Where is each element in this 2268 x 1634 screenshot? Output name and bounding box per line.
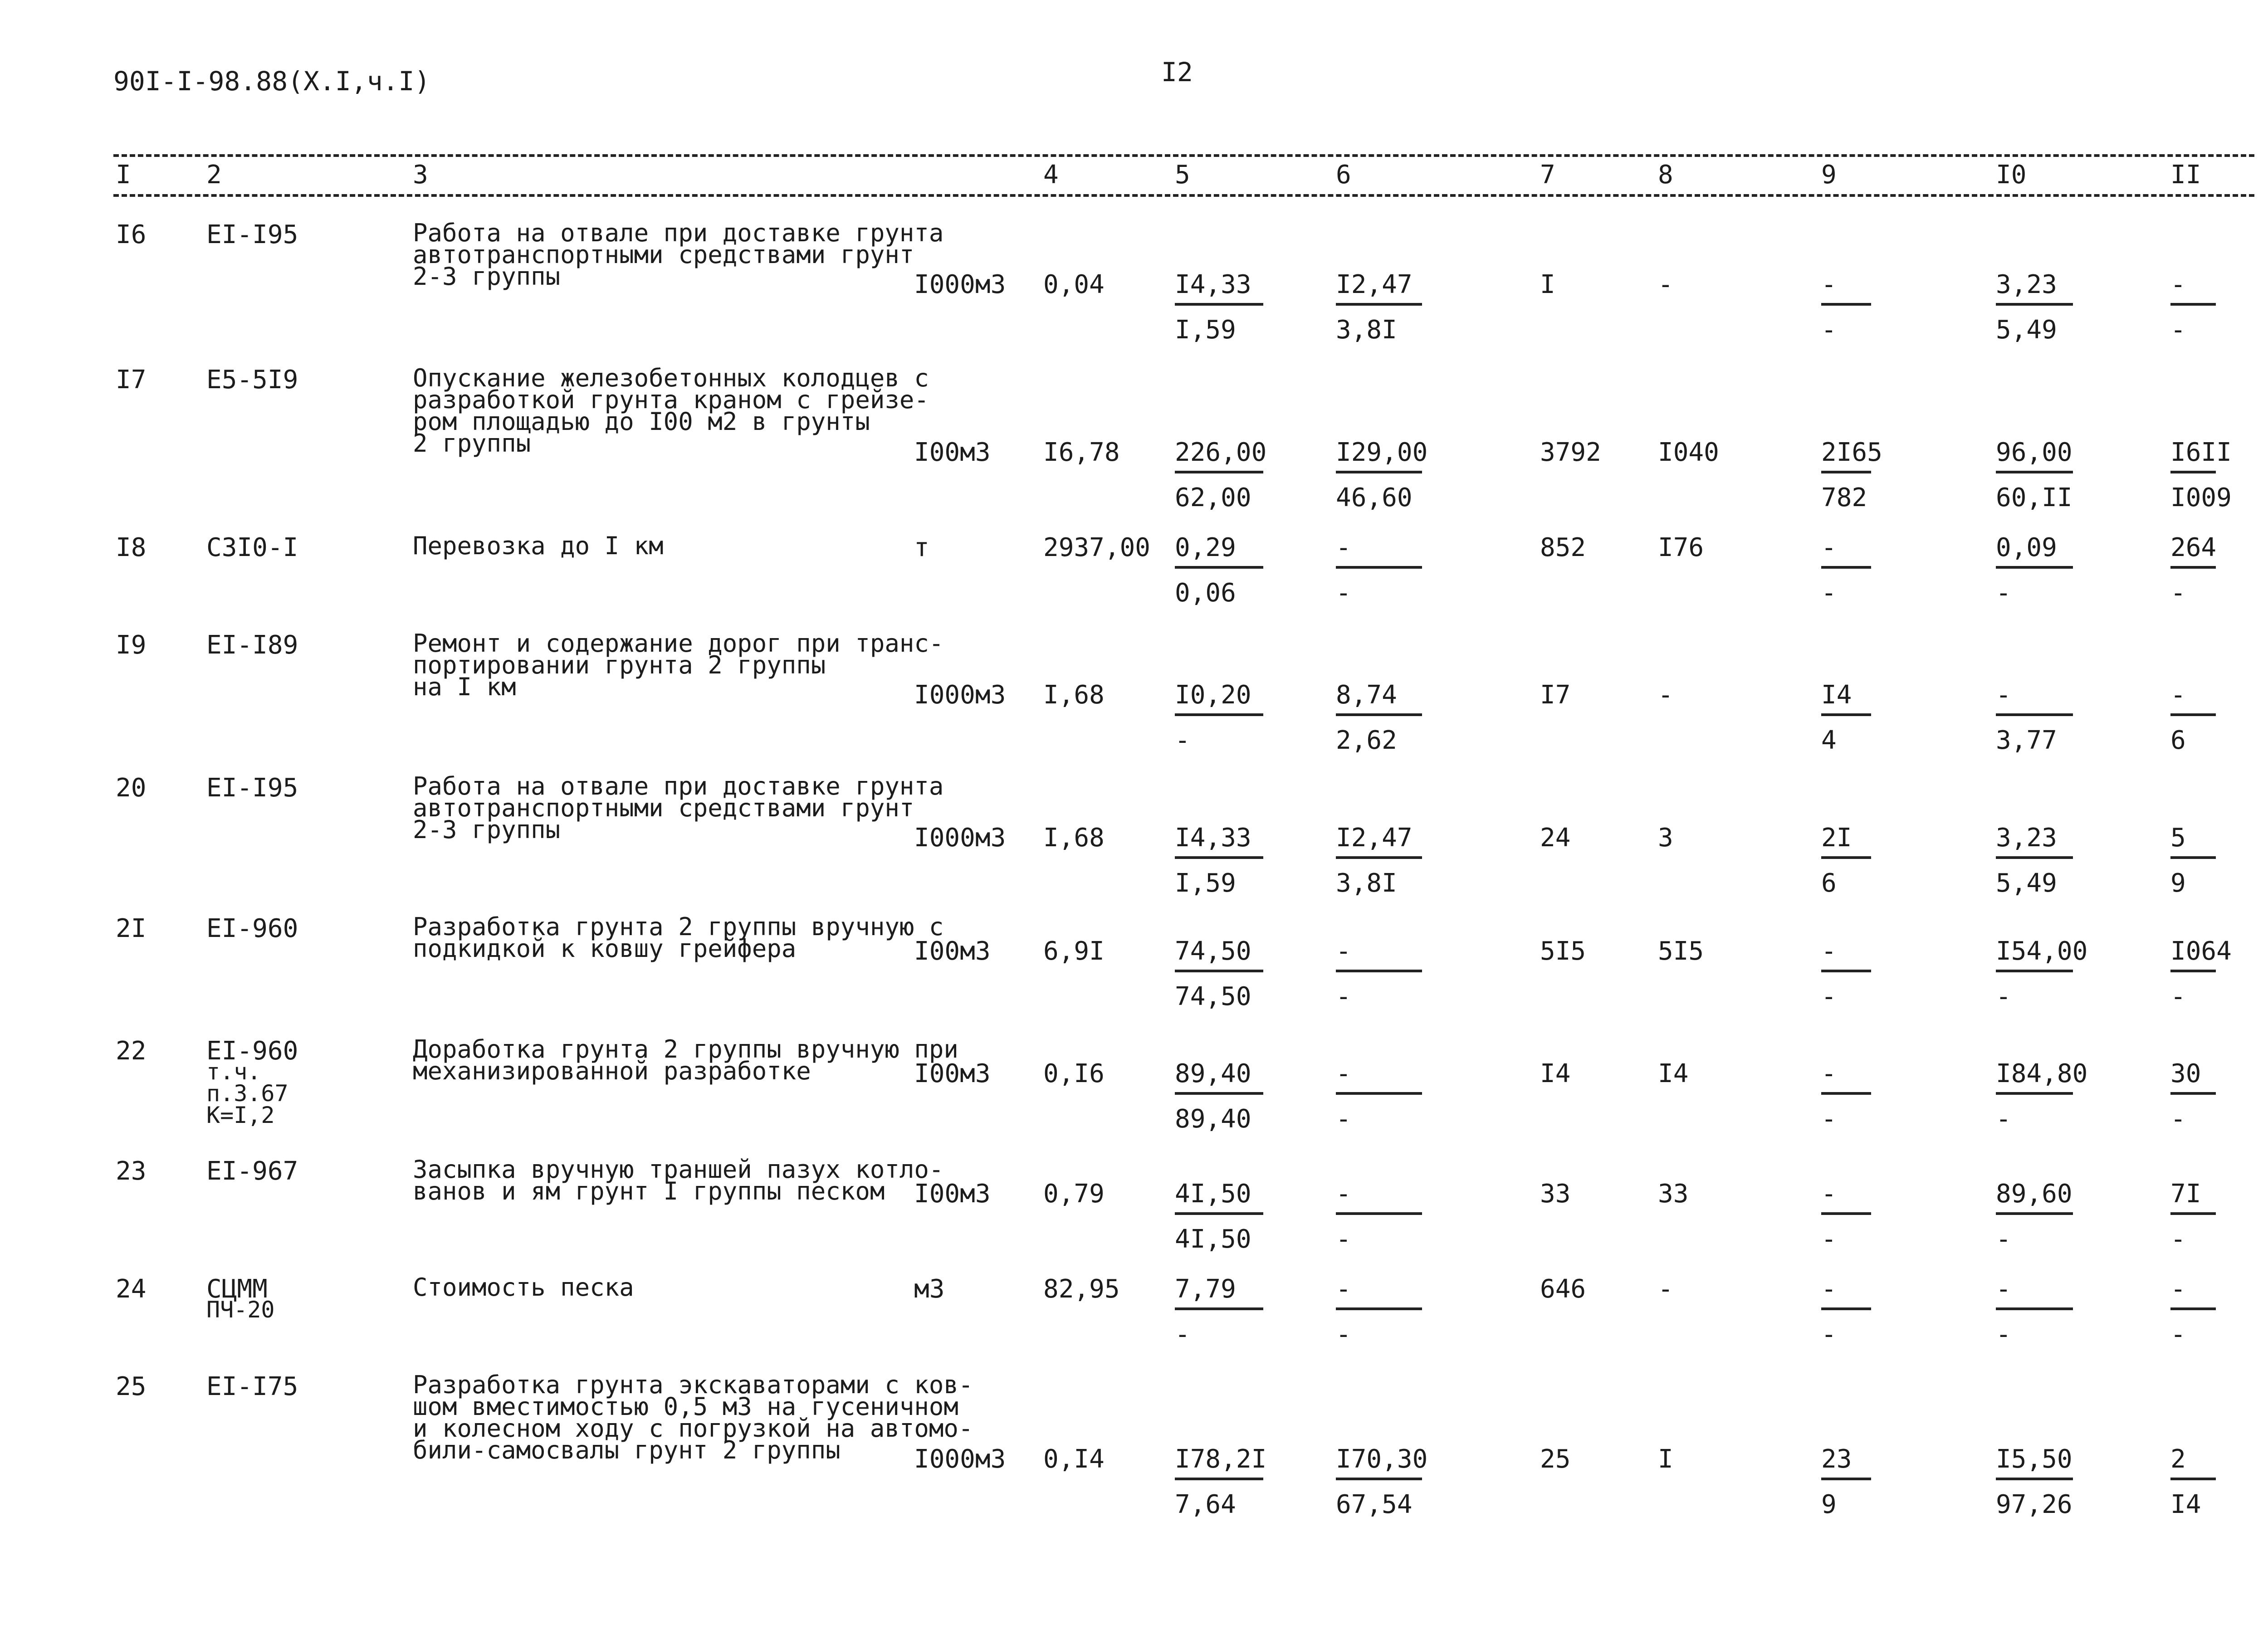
cost-value-bottom: 60,II xyxy=(1996,483,2072,512)
fraction-line xyxy=(2170,970,2216,972)
work-description: Стоимость песка xyxy=(413,1273,634,1302)
cost-value-bottom: - xyxy=(2170,578,2186,608)
cost-value-top: - xyxy=(1996,1274,2011,1304)
cost-value-bottom: I,59 xyxy=(1175,315,1236,345)
labor-value: I xyxy=(1540,270,1555,299)
cost-value-top: I70,30 xyxy=(1336,1444,1428,1474)
cost-value-bottom: - xyxy=(1336,982,1351,1011)
column-header-7: 7 xyxy=(1540,160,1555,190)
norm-code: т.ч. xyxy=(206,1058,261,1085)
work-description: Опускание железобетонных колодцев с разработкой грунта краном с грейзе- ром площадью до I00 м2 в грунты 2 группы xyxy=(413,364,929,458)
cost-value-top: I29,00 xyxy=(1336,438,1428,467)
row-number: 2I xyxy=(116,914,147,943)
labor-value: 33 xyxy=(1540,1179,1571,1209)
fraction-line xyxy=(1821,1212,1871,1215)
fraction-line xyxy=(1996,471,2073,473)
machine-value: I76 xyxy=(1658,533,1704,562)
cost-value-top: I6II xyxy=(2170,438,2232,467)
cost-value-bottom: - xyxy=(1996,1224,2011,1254)
column-header-8: 8 xyxy=(1658,160,1673,190)
labor-value: 852 xyxy=(1540,533,1586,562)
norm-code: C3I0-I xyxy=(206,533,298,562)
cost-value-bottom: 782 xyxy=(1821,483,1867,512)
fraction-line xyxy=(1336,566,1422,569)
column-header-2: 2 xyxy=(206,160,222,190)
cost-value-top: - xyxy=(1821,270,1837,299)
cost-value-top: I2,47 xyxy=(1336,823,1413,853)
fraction-line xyxy=(1175,1478,1263,1480)
fraction-line xyxy=(1821,856,1871,859)
cost-value-top: I5,50 xyxy=(1996,1444,2072,1474)
document-code: 90I-I-98.88(X.I,ч.I) xyxy=(113,66,430,97)
fraction-line xyxy=(1996,1212,2073,1215)
quantity: 6,9I xyxy=(1043,937,1105,966)
cost-value-bottom: 3,8I xyxy=(1336,868,1397,898)
cost-value-top: 5 xyxy=(2170,823,2186,853)
machine-value: - xyxy=(1658,1274,1673,1304)
fraction-line xyxy=(2170,1478,2216,1480)
cost-value-top: - xyxy=(1336,1059,1351,1088)
fraction-line xyxy=(1821,1307,1871,1310)
fraction-line xyxy=(1996,303,2073,306)
fraction-line xyxy=(2170,471,2216,473)
cost-value-bottom: - xyxy=(1336,1224,1351,1254)
fraction-line xyxy=(1996,1092,2073,1095)
column-header-10: I0 xyxy=(1996,160,2027,190)
fraction-line xyxy=(1175,1212,1263,1215)
fraction-line xyxy=(1996,970,2073,972)
cost-value-top: - xyxy=(1336,1179,1351,1209)
work-description: Разработка грунта 2 группы вручную с подкидкой к ковшу грейфера xyxy=(413,912,944,963)
labor-value: I4 xyxy=(1540,1059,1571,1088)
cost-value-bottom: 6 xyxy=(1821,868,1837,898)
cost-value-top: 30 xyxy=(2170,1059,2201,1088)
cost-value-top: 0,29 xyxy=(1175,533,1236,562)
quantity: I,68 xyxy=(1043,823,1105,853)
machine-value: 33 xyxy=(1658,1179,1689,1209)
unit: I000м3 xyxy=(914,823,1006,853)
fraction-line xyxy=(1336,1092,1422,1095)
cost-value-bottom: - xyxy=(1336,1320,1351,1349)
cost-value-top: I064 xyxy=(2170,937,2232,966)
cost-value-bottom: 46,60 xyxy=(1336,483,1413,512)
labor-value: 3792 xyxy=(1540,438,1601,467)
cost-value-top: 23 xyxy=(1821,1444,1852,1474)
fraction-line xyxy=(2170,303,2216,306)
quantity: I,68 xyxy=(1043,680,1105,710)
column-header-3: 3 xyxy=(413,160,428,190)
cost-value-top: 2I xyxy=(1821,823,1852,853)
cost-value-top: 3,23 xyxy=(1996,823,2057,853)
fraction-line xyxy=(2170,1092,2216,1095)
cost-value-bottom: 0,06 xyxy=(1175,578,1236,608)
cost-value-bottom: 6 xyxy=(2170,726,2186,755)
fraction-line xyxy=(1821,970,1871,972)
cost-value-top: - xyxy=(1996,680,2011,710)
machine-value: - xyxy=(1658,270,1673,299)
cost-value-top: - xyxy=(1821,533,1837,562)
cost-value-top: 7,79 xyxy=(1175,1274,1236,1304)
cost-value-bottom: - xyxy=(1821,1104,1837,1134)
quantity: 0,I4 xyxy=(1043,1444,1105,1474)
work-description: Работа на отвале при доставке грунта автотранспортными средствами грунт 2-3 группы xyxy=(413,219,944,291)
cost-value-top: 264 xyxy=(2170,533,2217,562)
norm-code: СЦММ xyxy=(206,1274,268,1304)
cost-value-top: I4,33 xyxy=(1175,270,1251,299)
cost-value-top: 3,23 xyxy=(1996,270,2057,299)
row-number: 22 xyxy=(116,1036,147,1066)
work-description: Разработка грунта экскаваторами с ков- шом вместимостью 0,5 м3 на гусеничном и колесном ходу с погрузкой на автомо- били-самосвалы грунт 2 группы xyxy=(413,1371,973,1464)
cost-value-top: 2 xyxy=(2170,1444,2186,1474)
fraction-line xyxy=(1175,856,1263,859)
cost-value-top: - xyxy=(2170,680,2186,710)
machine-value: I4 xyxy=(1658,1059,1689,1088)
norm-code: ПЧ-20 xyxy=(206,1297,275,1323)
row-number: 25 xyxy=(116,1372,147,1401)
fraction-line xyxy=(1821,303,1871,306)
norm-code: EI-I89 xyxy=(206,630,298,660)
labor-value: 24 xyxy=(1540,823,1571,853)
cost-value-top: I78,2I xyxy=(1175,1444,1267,1474)
fraction-line xyxy=(1175,471,1263,473)
cost-value-top: 4I,50 xyxy=(1175,1179,1251,1209)
fraction-line xyxy=(1996,1478,2073,1480)
fraction-line xyxy=(1336,471,1422,473)
unit: м3 xyxy=(914,1274,945,1304)
row-number: I8 xyxy=(116,533,147,562)
cost-value-top: 89,60 xyxy=(1996,1179,2072,1209)
norm-code: п.3.67 xyxy=(206,1080,288,1107)
cost-value-bottom: - xyxy=(1336,578,1351,608)
row-number: I7 xyxy=(116,365,147,395)
cost-value-bottom: - xyxy=(1996,578,2011,608)
cost-value-bottom: 74,50 xyxy=(1175,982,1251,1011)
row-number: 23 xyxy=(116,1156,147,1186)
unit: I00м3 xyxy=(914,1059,991,1088)
norm-code: EI-960 xyxy=(206,914,298,943)
column-header-1: I xyxy=(116,160,131,190)
column-header-6: 6 xyxy=(1336,160,1351,190)
labor-value: 5I5 xyxy=(1540,937,1586,966)
row-number: I9 xyxy=(116,630,147,660)
cost-value-bottom: - xyxy=(1336,1104,1351,1134)
cost-value-top: - xyxy=(2170,1274,2186,1304)
norm-code: EI-I75 xyxy=(206,1372,298,1401)
fraction-line xyxy=(1175,713,1263,716)
fraction-line xyxy=(1821,713,1871,716)
cost-value-top: I0,20 xyxy=(1175,680,1251,710)
cost-value-bottom: 5,49 xyxy=(1996,868,2057,898)
cost-value-bottom: 62,00 xyxy=(1175,483,1251,512)
cost-value-top: - xyxy=(1336,1274,1351,1304)
fraction-line xyxy=(1821,1478,1871,1480)
cost-value-top: I2,47 xyxy=(1336,270,1413,299)
quantity: I6,78 xyxy=(1043,438,1120,467)
fraction-line xyxy=(1821,471,1871,473)
labor-value: 25 xyxy=(1540,1444,1571,1474)
cost-value-top: I4 xyxy=(1821,680,1852,710)
cost-value-top: 8,74 xyxy=(1336,680,1397,710)
cost-value-bottom: - xyxy=(1996,1320,2011,1349)
unit: I00м3 xyxy=(914,438,991,467)
cost-value-bottom: - xyxy=(1175,1320,1190,1349)
cost-value-bottom: 3,8I xyxy=(1336,315,1397,345)
work-description: Засыпка вручную траншей пазух котло- ванов и ям грунт I группы песком xyxy=(413,1155,944,1205)
fraction-line xyxy=(1175,303,1263,306)
cost-value-bottom: I4 xyxy=(2170,1490,2201,1519)
cost-value-bottom: - xyxy=(1821,1320,1837,1349)
cost-value-top: - xyxy=(1821,1059,1837,1088)
column-header-4: 4 xyxy=(1043,160,1059,190)
work-description: Доработка грунта 2 группы вручную при механизированной разработке xyxy=(413,1035,958,1085)
cost-value-bottom: - xyxy=(1821,315,1837,345)
fraction-line xyxy=(1175,970,1263,972)
cost-value-bottom: I009 xyxy=(2170,483,2232,512)
column-header-5: 5 xyxy=(1175,160,1190,190)
norm-code: К=I,2 xyxy=(206,1102,275,1128)
fraction-line xyxy=(1336,303,1422,306)
cost-value-bottom: - xyxy=(2170,1224,2186,1254)
cost-value-bottom: 9 xyxy=(2170,868,2186,898)
cost-value-bottom: - xyxy=(2170,982,2186,1011)
cost-value-bottom: 3,77 xyxy=(1996,726,2057,755)
cost-value-bottom: 4 xyxy=(1821,726,1837,755)
header-rule-top xyxy=(113,154,2254,157)
work-description: Работа на отвале при доставке грунта автотранспортными средствами грунт 2-3 группы xyxy=(413,772,944,844)
cost-value-top: - xyxy=(1336,937,1351,966)
unit: т xyxy=(914,533,929,562)
column-header-11: II xyxy=(2170,160,2201,190)
cost-value-top: 74,50 xyxy=(1175,937,1251,966)
norm-code: E5-5I9 xyxy=(206,365,298,395)
cost-value-bottom: 9 xyxy=(1821,1490,1837,1519)
page-number: I2 xyxy=(1161,57,1193,88)
fraction-line xyxy=(2170,1307,2216,1310)
norm-code: EI-960 xyxy=(206,1036,298,1066)
labor-value: 646 xyxy=(1540,1274,1586,1304)
cost-value-top: 7I xyxy=(2170,1179,2201,1209)
cost-value-top: 226,00 xyxy=(1175,438,1267,467)
fraction-line xyxy=(1175,1092,1263,1095)
norm-code: EI-I95 xyxy=(206,773,298,803)
row-number: 20 xyxy=(116,773,147,803)
cost-value-top: I4,33 xyxy=(1175,823,1251,853)
unit: I000м3 xyxy=(914,1444,1006,1474)
cost-value-bottom: - xyxy=(1821,982,1837,1011)
cost-value-bottom: - xyxy=(1821,1224,1837,1254)
cost-value-bottom: 5,49 xyxy=(1996,315,2057,345)
machine-value: I040 xyxy=(1658,438,1719,467)
cost-value-top: - xyxy=(1821,1274,1837,1304)
unit: I00м3 xyxy=(914,937,991,966)
fraction-line xyxy=(1821,1092,1871,1095)
cost-value-bottom: - xyxy=(1996,982,2011,1011)
column-header-9: 9 xyxy=(1821,160,1837,190)
cost-value-top: 96,00 xyxy=(1996,438,2072,467)
cost-value-top: - xyxy=(1821,937,1837,966)
cost-value-top: - xyxy=(1336,533,1351,562)
cost-value-bottom: 7,64 xyxy=(1175,1490,1236,1519)
cost-value-top: I54,00 xyxy=(1996,937,2088,966)
cost-value-bottom: - xyxy=(1175,726,1190,755)
unit: I000м3 xyxy=(914,680,1006,710)
cost-value-bottom: 4I,50 xyxy=(1175,1224,1251,1254)
cost-value-bottom: - xyxy=(2170,315,2186,345)
unit: I00м3 xyxy=(914,1179,991,1209)
fraction-line xyxy=(1336,1478,1422,1480)
cost-value-bottom: I,59 xyxy=(1175,868,1236,898)
machine-value: - xyxy=(1658,680,1673,710)
machine-value: 3 xyxy=(1658,823,1673,853)
fraction-line xyxy=(1336,1307,1422,1310)
quantity: 0,79 xyxy=(1043,1179,1105,1209)
cost-value-top: 2I65 xyxy=(1821,438,1882,467)
fraction-line xyxy=(1175,1307,1263,1310)
machine-value: 5I5 xyxy=(1658,937,1704,966)
fraction-line xyxy=(1336,1212,1422,1215)
cost-value-bottom: 89,40 xyxy=(1175,1104,1251,1134)
fraction-line xyxy=(2170,713,2216,716)
norm-code: EI-967 xyxy=(206,1156,298,1186)
unit: I000м3 xyxy=(914,270,1006,299)
fraction-line xyxy=(1336,970,1422,972)
fraction-line xyxy=(1996,856,2073,859)
machine-value: I xyxy=(1658,1444,1673,1474)
norm-code: EI-I95 xyxy=(206,220,298,249)
fraction-line xyxy=(1996,1307,2073,1310)
fraction-line xyxy=(1336,713,1422,716)
fraction-line xyxy=(2170,856,2216,859)
cost-value-bottom: 97,26 xyxy=(1996,1490,2072,1519)
fraction-line xyxy=(2170,1212,2216,1215)
cost-value-bottom: - xyxy=(1996,1104,2011,1134)
cost-value-bottom: - xyxy=(2170,1104,2186,1134)
fraction-line xyxy=(1175,566,1263,569)
cost-value-top: I84,80 xyxy=(1996,1059,2088,1088)
fraction-line xyxy=(1996,566,2073,569)
cost-value-top: - xyxy=(1821,1179,1837,1209)
cost-value-bottom: 2,62 xyxy=(1336,726,1397,755)
row-number: I6 xyxy=(116,220,147,249)
fraction-line xyxy=(1821,566,1871,569)
cost-value-top: 0,09 xyxy=(1996,533,2057,562)
row-number: 24 xyxy=(116,1274,147,1304)
quantity: 82,95 xyxy=(1043,1274,1120,1304)
cost-value-bottom: 67,54 xyxy=(1336,1490,1413,1519)
quantity: 0,I6 xyxy=(1043,1059,1105,1088)
work-description: Перевозка до I км xyxy=(413,532,664,560)
quantity: 2937,00 xyxy=(1043,533,1151,562)
fraction-line xyxy=(1336,856,1422,859)
quantity: 0,04 xyxy=(1043,270,1105,299)
cost-value-bottom: - xyxy=(2170,1320,2186,1349)
header-rule-bottom xyxy=(113,194,2254,197)
work-description: Ремонт и содержание дорог при транс- портировании грунта 2 группы на I км xyxy=(413,629,944,701)
fraction-line xyxy=(1996,713,2073,716)
cost-value-top: - xyxy=(2170,270,2186,299)
labor-value: I7 xyxy=(1540,680,1571,710)
cost-value-top: 89,40 xyxy=(1175,1059,1251,1088)
cost-value-bottom: - xyxy=(1821,578,1837,608)
fraction-line xyxy=(2170,566,2216,569)
